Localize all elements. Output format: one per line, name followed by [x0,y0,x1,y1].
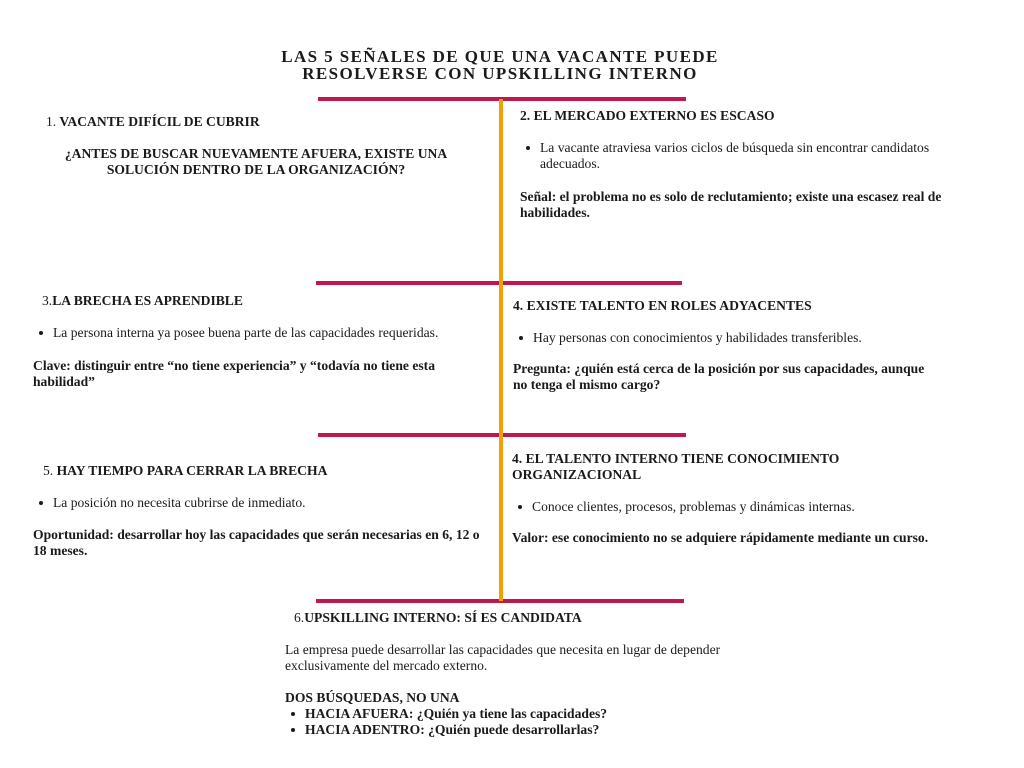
section-6-list [285,706,725,738]
section-6-bullet-2: HACIA ADENTRO: ¿Quién puede desarrollarlas? [305,722,725,738]
section-2-title: EL MERCADO EXTERNO ES ESCASO [533,108,775,123]
section-4b-bullet: Conoce clientes, procesos, problemas y dinámicas internas. [532,499,942,515]
section-5-title: HAY TIEMPO PARA CERRAR LA BRECHA [56,463,328,478]
section-4a-note: Pregunta: ¿quién está cerca de la posición por sus capacidades, aunque no tenga el mismo cargo? [513,361,925,392]
section-4b-heading [512,451,942,483]
section-3 [33,293,483,390]
section-5-number: 5. [43,463,54,478]
section-3-bullet: La persona interna ya posee buena parte de las capacidades requeridas. [53,325,483,341]
section-6-heading [285,610,725,626]
section-2-heading [520,108,945,124]
timeline-spine [499,99,503,601]
section-4a-heading [513,298,933,314]
section-5 [33,463,495,559]
section-5-list [33,495,495,511]
section-6-subheading: DOS BÚSQUEDAS, NO UNA [285,690,460,705]
page-title [0,48,1000,82]
section-4a-number: 4. [513,298,524,313]
section-4a-title: EXISTE TALENTO EN ROLES ADYACENTES [526,298,812,313]
section-4b-title: EL TALENTO INTERNO TIENE CONOCIMIENTO ORGANIZACIONAL [512,451,840,482]
section-1-heading [46,114,476,130]
section-1-title: VACANTE DIFÍCIL DE CUBRIR [59,114,260,129]
section-4b-list [512,499,942,515]
section-4a-list [513,330,933,346]
section-4-adjacent [513,298,933,393]
section-2 [520,108,945,221]
section-2-note: Señal: el problema no es solo de reclutamiento; existe una escasez real de habilidades. [520,189,942,220]
section-4b-note: Valor: ese conocimiento no se adquiere rápidamente mediante un curso. [512,530,929,545]
section-2-number: 2. [520,108,531,123]
section-3-note: Clave: distinguir entre “no tiene experiencia” y “todavía no tiene esta habilidad” [33,358,435,389]
section-1 [46,114,476,178]
section-3-number: 3. [42,293,53,308]
section-1-number: 1. [46,114,57,129]
section-4-organizational [512,451,942,546]
section-6-body: La empresa puede desarrollar las capacidades que necesita en lugar de depender exclusivamente del mercado externo. [285,642,721,673]
section-6-title: UPSKILLING INTERNO: SÍ ES CANDIDATA [304,610,582,625]
section-2-list [520,140,945,172]
section-3-list [33,325,483,341]
section-3-title: LA BRECHA ES APRENDIBLE [52,293,243,308]
section-3-heading [33,293,483,309]
section-6-bullet-1: HACIA AFUERA: ¿Quién ya tiene las capacidades? [305,706,725,722]
section-6-number: 6. [294,610,305,625]
section-5-note: Oportunidad: desarrollar hoy las capacidades que serán necesarias en 6, 12 o 18 meses. [33,527,480,558]
title-line-1: LAS 5 SEÑALES DE QUE UNA VACANTE PUEDE [281,47,719,66]
section-4b-number: 4. [512,451,523,466]
section-6 [285,610,725,738]
section-5-bullet: La posición no necesita cubrirse de inmediato. [53,495,495,511]
title-line-2: RESOLVERSE CON UPSKILLING INTERNO [302,64,698,83]
section-1-question: ¿ANTES DE BUSCAR NUEVAMENTE AFUERA, EXISTE UNA SOLUCIÓN DENTRO DE LA ORGANIZACIÓN? [64,146,448,177]
section-2-bullet: La vacante atraviesa varios ciclos de búsqueda sin encontrar candidatos adecuados. [540,140,945,172]
section-5-heading [33,463,495,479]
section-4a-bullet: Hay personas con conocimientos y habilidades transferibles. [533,330,933,346]
